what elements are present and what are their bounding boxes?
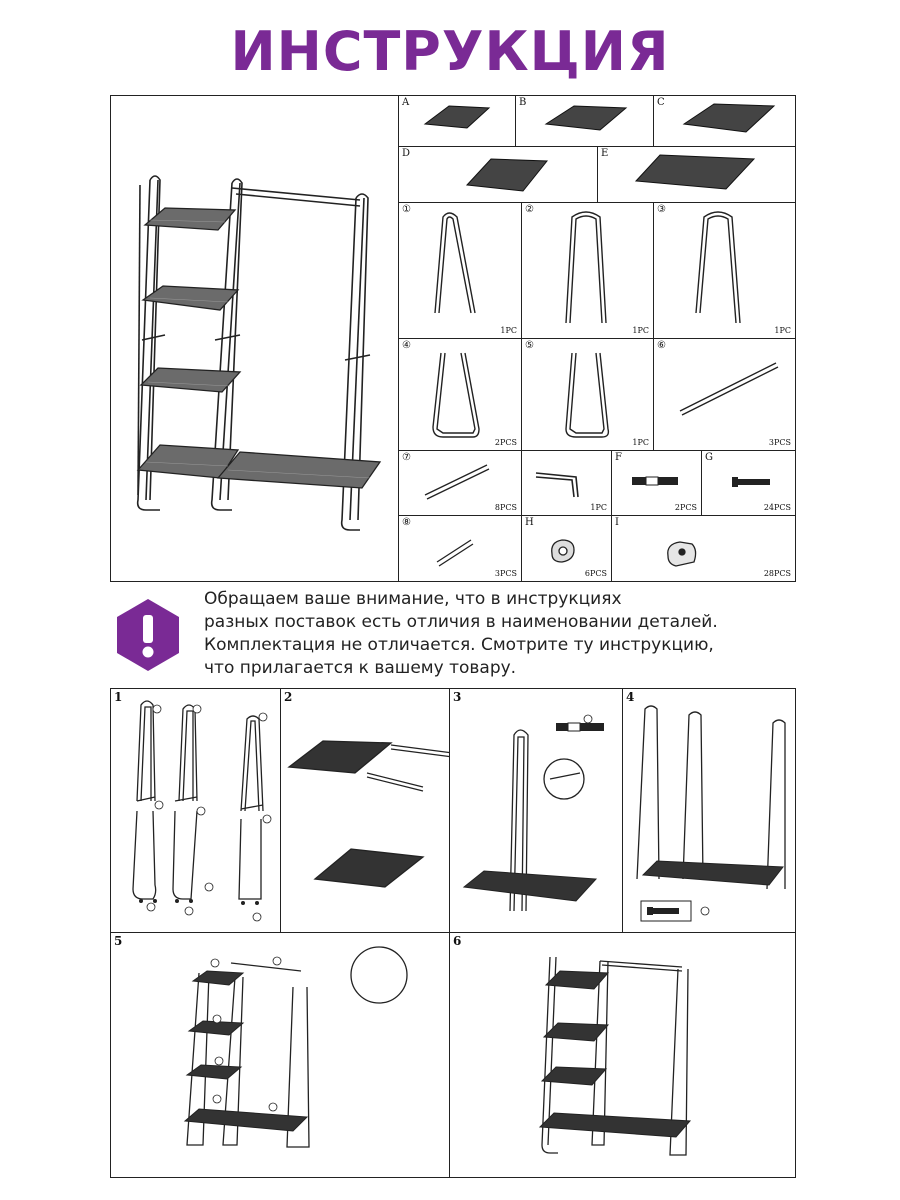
- qty-f: 2PCS: [674, 503, 697, 512]
- step-3-number: 3: [453, 690, 462, 704]
- part-label-d: D: [402, 148, 411, 159]
- part-label-g: G: [705, 452, 713, 463]
- qty-key: 1PC: [590, 503, 607, 512]
- part-label-5: ⑤: [525, 340, 534, 351]
- frame-2-icon: [522, 203, 654, 339]
- part-cell-b: [515, 95, 654, 147]
- part-cell-i: [611, 515, 796, 582]
- shelf-d-icon: [399, 147, 598, 203]
- part-cell-1: [398, 202, 522, 339]
- step-5-number: 5: [114, 934, 123, 948]
- step-5-illustration: [111, 933, 450, 1178]
- qty-g: 24PCS: [763, 503, 791, 512]
- exclamation-icon: [110, 597, 186, 673]
- part-cell-c: [653, 95, 796, 147]
- qty-8: 3PCS: [494, 569, 517, 578]
- step-4-number: 4: [626, 690, 635, 704]
- part-cell-key: [521, 450, 612, 516]
- part-label-7: ⑦: [402, 452, 411, 463]
- qty-1: 1PC: [500, 326, 517, 335]
- part-cell-6: [653, 338, 796, 451]
- frame-5-icon: [522, 339, 654, 451]
- part-cell-5: [521, 338, 654, 451]
- step-4-illustration: [623, 689, 796, 933]
- notice-line: что прилагается к вашему товару.: [204, 658, 517, 678]
- shelf-c-icon: [654, 96, 796, 147]
- part-cell-7: [398, 450, 522, 516]
- part-label-4: ④: [402, 340, 411, 351]
- qty-3: 1PC: [774, 326, 791, 335]
- qty-h: 6PCS: [584, 569, 607, 578]
- frame-4-icon: [399, 339, 522, 451]
- part-label-1: ①: [402, 204, 411, 215]
- shelf-a-icon: [399, 96, 516, 147]
- part-label-i: I: [615, 517, 619, 528]
- step-2-cell: [280, 688, 450, 933]
- part-label-b: B: [519, 97, 527, 108]
- step-6-number: 6: [453, 934, 462, 948]
- step-4-cell: [622, 688, 796, 933]
- part-label-e: E: [601, 148, 609, 159]
- notice-text: [204, 588, 804, 680]
- step-5-cell: [110, 932, 450, 1178]
- part-label-2: ②: [525, 204, 534, 215]
- step-6-cell: [449, 932, 796, 1178]
- qty-4: 2PCS: [494, 438, 517, 447]
- part-label-c: C: [657, 97, 665, 108]
- part-cell-8: [398, 515, 522, 582]
- part-cell-3: [653, 202, 796, 339]
- part-label-h: H: [525, 517, 534, 528]
- step-2-illustration: [281, 689, 450, 933]
- step-1-illustration: [111, 689, 281, 933]
- part-cell-f: [611, 450, 702, 516]
- part-label-8: ⑧: [402, 517, 411, 528]
- page-title: ИНСТРУКЦИЯ: [230, 20, 670, 83]
- step-1-cell: [110, 688, 281, 933]
- notice-line: разных поставок есть отличия в наименовании деталей.: [204, 612, 718, 632]
- notice-line: Обращаем ваше внимание, что в инструкциях: [204, 589, 622, 609]
- part-label-3: ③: [657, 204, 666, 215]
- frame-3-icon: [654, 203, 796, 339]
- frame-1-icon: [399, 203, 522, 339]
- step-1-number: 1: [114, 690, 123, 704]
- qty-6: 3PCS: [768, 438, 791, 447]
- part-cell-e: [597, 146, 796, 203]
- qty-i: 28PCS: [763, 569, 791, 578]
- part-label-f: F: [615, 452, 622, 463]
- qty-5: 1PC: [632, 438, 649, 447]
- part-cell-d: [398, 146, 598, 203]
- qty-7: 8PCS: [494, 503, 517, 512]
- step-3-illustration: [450, 689, 623, 933]
- part-cell-a: [398, 95, 516, 147]
- qty-2: 1PC: [632, 326, 649, 335]
- part-cell-h: [521, 515, 612, 582]
- part-cell-2: [521, 202, 654, 339]
- part-label-a: A: [402, 97, 410, 108]
- part-cell-g: [701, 450, 796, 516]
- shelf-b-icon: [516, 96, 654, 147]
- rod-6-icon: [654, 339, 796, 451]
- step-2-number: 2: [284, 690, 293, 704]
- notice-line: Комплектация не отличается. Смотрите ту инструкцию,: [204, 635, 714, 655]
- shelf-e-icon: [598, 147, 796, 203]
- step-3-cell: [449, 688, 623, 933]
- part-cell-4: [398, 338, 522, 451]
- part-label-6: ⑥: [657, 340, 666, 351]
- step-6-illustration: [450, 933, 796, 1178]
